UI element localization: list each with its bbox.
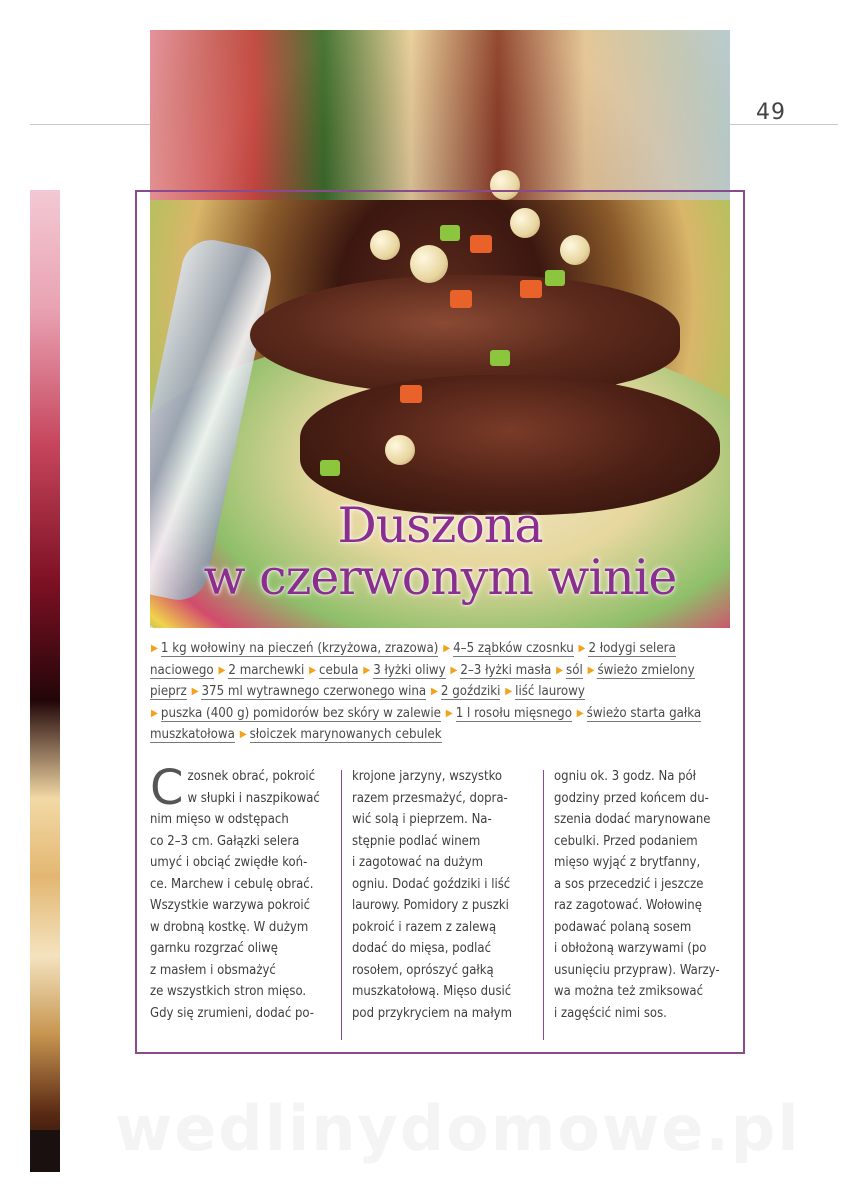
method-line: dodać do mięsa, podlać — [352, 941, 491, 956]
recipe-title — [150, 497, 730, 606]
carrot-piece — [450, 290, 472, 308]
method-line: rosołem, oprószyć gałką — [352, 962, 494, 978]
method-column-3 — [554, 766, 732, 1024]
ingredient: 1 l rosołu mięsnego — [455, 705, 572, 721]
method-line: i obłożoną warzywami (po — [554, 941, 707, 956]
method-line: garnku rozgrzać oliwę — [150, 941, 278, 956]
ingredient: sól — [566, 662, 583, 678]
watermark: wedlinydomowe.pl — [115, 1092, 801, 1165]
method-line: i zagęścić nimi sos. — [554, 1005, 667, 1021]
bullet-icon: ▶ — [239, 729, 247, 741]
ingredient: 3 łyżki oliwy — [373, 662, 446, 678]
method-column-1 — [150, 760, 328, 1024]
method-line: Wszystkie warzywa pokroić — [150, 898, 311, 913]
page-edge-shadow — [30, 1130, 60, 1172]
method-line: co 2–3 cm. Gałązki selera — [150, 833, 300, 849]
method-column-2 — [352, 766, 530, 1024]
bullet-icon: ▶ — [556, 664, 564, 676]
method-line: stępnie podlać winem — [352, 833, 481, 849]
method-line: usunięciu przypraw). Warzy- — [554, 962, 720, 978]
method-line: zosnek obrać, pokroić — [187, 769, 316, 784]
carrot-piece — [400, 385, 422, 403]
ingredients-list — [150, 638, 730, 746]
ingredient: 1 kg wołowiny na pieczeń (krzyżowa, zrazowa) — [160, 641, 439, 656]
method-line: ce. Marchew i cebulę obrać. — [150, 876, 314, 892]
method-line: podawać polaną sosem — [554, 919, 692, 935]
ingredient: 2 łodygi selera naciowego — [150, 641, 676, 678]
bullet-icon: ▶ — [443, 643, 451, 654]
title-line-2: w czerwonym winie — [203, 549, 677, 606]
photo-background — [150, 30, 730, 200]
method-line: laurowy. Pomidory z puszki — [352, 898, 509, 913]
ingredient: 2 goździki — [440, 684, 501, 700]
onion-garnish — [510, 208, 540, 238]
method-line: umyć i obciąć zwiędłe koń- — [150, 855, 308, 870]
bullet-icon: ▶ — [151, 643, 158, 654]
carrot-piece — [520, 280, 542, 298]
bullet-icon: ▶ — [151, 707, 158, 719]
onion-garnish — [385, 435, 415, 465]
method-line: ze wszystkich stron mięso. — [150, 984, 307, 999]
method-line: pokroić i razem z zalewą — [352, 919, 497, 935]
title-line-1: Duszona — [337, 497, 543, 554]
ingredient: słoiczek marynowanych cebulek — [249, 727, 442, 743]
celery-piece — [490, 350, 510, 366]
column-divider — [341, 770, 342, 1040]
ingredient: 375 ml wytrawnego czerwonego wina — [201, 684, 427, 700]
method-line: raz zagotować. Wołowinę — [554, 898, 702, 913]
bullet-icon: ▶ — [191, 686, 199, 698]
bullet-icon: ▶ — [587, 664, 595, 676]
ingredient: cebula — [319, 662, 359, 678]
bullet-icon: ▶ — [218, 664, 226, 676]
bullet-icon: ▶ — [445, 707, 453, 719]
onion-garnish — [560, 235, 590, 265]
ingredient: 2–3 łyżki masła — [460, 662, 552, 678]
column-divider — [543, 770, 544, 1040]
onion-garnish — [490, 170, 520, 200]
page-number: 49 — [756, 100, 786, 125]
onion-garnish — [410, 245, 448, 283]
method-line: godziny przed końcem du- — [554, 790, 709, 806]
method-line: z masłem i obsmażyć — [150, 962, 276, 978]
beef-slice-bottom — [300, 375, 720, 515]
method-line: a sos przecedzić i jeszcze — [554, 876, 704, 892]
celery-piece — [440, 225, 460, 241]
method-line: mięso wyjąć z brytfanny, — [554, 855, 701, 870]
onion-garnish — [370, 230, 400, 260]
method-line: szenia dodać marynowane — [554, 812, 711, 827]
method-line: muszkatołową. Mięso dusić — [352, 984, 512, 999]
method-line: wa można też zmiksować — [554, 984, 704, 999]
bullet-icon: ▶ — [363, 664, 371, 676]
method-line: ogniu. Dodać goździki i liść — [352, 876, 511, 892]
bullet-icon: ▶ — [578, 643, 586, 654]
method-line: cebulki. Przed podaniem — [554, 833, 698, 849]
method-line: w drobną kostkę. W dużym — [150, 919, 309, 935]
ingredient: świeżo starta gałka muszkatołowa — [150, 705, 702, 743]
bullet-icon: ▶ — [450, 664, 458, 676]
celery-piece — [545, 270, 565, 286]
ingredient: puszka (400 g) pomidorów bez skóry w zalewie — [160, 705, 441, 721]
bullet-icon: ▶ — [576, 707, 584, 719]
method-line: wić solą i pieprzem. Na- — [352, 812, 492, 827]
bullet-icon: ▶ — [505, 686, 513, 698]
method-line: i zagotować na dużym — [352, 855, 484, 870]
ingredient: liść laurowy — [515, 684, 585, 700]
method-line: w słupki i naszpikować — [187, 790, 320, 806]
method-line: Gdy się zrumieni, dodać po- — [150, 1005, 315, 1021]
celery-piece — [320, 460, 340, 476]
ingredient: świeżo zmielony pieprz — [150, 662, 695, 700]
method-line: ogniu ok. 3 godz. Na pół — [554, 769, 696, 784]
ingredient: 2 marchewki — [228, 662, 305, 678]
method-line: pod przykryciem na małym — [352, 1005, 512, 1021]
carrot-piece — [470, 235, 492, 253]
bullet-icon: ▶ — [309, 664, 317, 676]
previous-page-photo-edge — [30, 190, 60, 1172]
method-line: krojone jarzyny, wszystko — [352, 769, 503, 784]
bullet-icon: ▶ — [430, 686, 438, 698]
method-line: nim mięso w odstępach — [150, 812, 289, 827]
drop-cap: C — [150, 760, 184, 816]
ingredient: 4–5 ząbków czosnku — [453, 641, 574, 656]
method-line: razem przesmażyć, dopra- — [352, 790, 508, 806]
